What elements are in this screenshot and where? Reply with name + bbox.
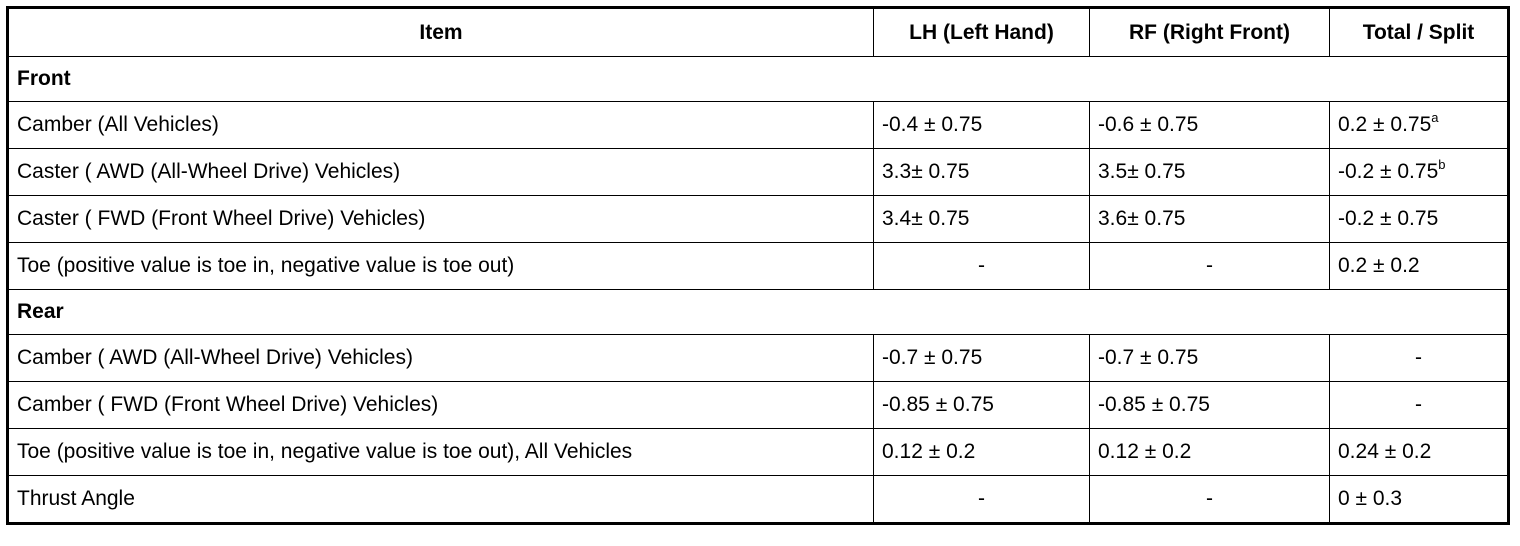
cell-lh	[874, 149, 1090, 196]
cell-total-text: 0.2 ± 0.2	[1338, 254, 1420, 277]
cell-lh-text: -	[978, 254, 985, 277]
header-item: Item	[8, 8, 874, 57]
cell-item-text: Camber (All Vehicles)	[17, 113, 219, 136]
table-row	[8, 196, 1509, 243]
section-row	[8, 290, 1509, 335]
table-row	[8, 382, 1509, 429]
table-row	[8, 102, 1509, 149]
table-body	[8, 57, 1509, 524]
cell-rf	[1090, 382, 1330, 429]
table-row	[8, 335, 1509, 382]
table-row	[8, 149, 1509, 196]
cell-item-text: Camber ( FWD (Front Wheel Drive) Vehicles)	[17, 393, 439, 416]
cell-total-text: -	[1415, 393, 1422, 416]
alignment-spec-table	[6, 6, 1510, 525]
cell-lh	[874, 243, 1090, 290]
cell-item	[8, 196, 874, 243]
cell-item	[8, 382, 874, 429]
cell-lh	[874, 429, 1090, 476]
table-header-row	[8, 8, 1509, 57]
cell-item	[8, 429, 874, 476]
cell-lh	[874, 382, 1090, 429]
cell-lh	[874, 335, 1090, 382]
cell-item	[8, 149, 874, 196]
cell-item	[8, 476, 874, 524]
table-row	[8, 476, 1509, 524]
section-row	[8, 57, 1509, 102]
cell-item-text: Toe (positive value is toe in, negative value is toe out), All Vehicles	[17, 440, 633, 463]
cell-item-text: Toe (positive value is toe in, negative value is toe out)	[17, 254, 515, 277]
table-row	[8, 243, 1509, 290]
section-title: Rear	[8, 290, 1509, 335]
header-lh: LH (Left Hand)	[874, 8, 1090, 57]
cell-total	[1330, 243, 1509, 290]
cell-lh-text: -0.4 ± 0.75	[882, 113, 983, 136]
table-row	[8, 429, 1509, 476]
cell-lh-text: 3.4± 0.75	[882, 207, 970, 230]
cell-total-text: 0.24 ± 0.2	[1338, 440, 1432, 463]
cell-rf-text: 3.6± 0.75	[1098, 207, 1186, 230]
cell-item-text: Camber ( AWD (All-Wheel Drive) Vehicles)	[17, 346, 413, 369]
cell-total	[1330, 102, 1509, 149]
cell-item-text: Caster ( FWD (Front Wheel Drive) Vehicles)	[17, 207, 426, 230]
footnote-marker: b	[1438, 157, 1446, 172]
cell-item	[8, 335, 874, 382]
cell-rf	[1090, 476, 1330, 524]
section-title: Front	[8, 57, 1509, 102]
cell-rf	[1090, 149, 1330, 196]
cell-lh-text: -	[978, 487, 985, 510]
cell-rf	[1090, 196, 1330, 243]
cell-lh-text: -0.7 ± 0.75	[882, 346, 983, 369]
cell-total	[1330, 382, 1509, 429]
cell-rf	[1090, 335, 1330, 382]
cell-total	[1330, 476, 1509, 524]
cell-total	[1330, 196, 1509, 243]
cell-item-text: Caster ( AWD (All-Wheel Drive) Vehicles)	[17, 160, 401, 183]
cell-lh	[874, 476, 1090, 524]
cell-total-text: 0 ± 0.3	[1338, 487, 1403, 510]
cell-total-text: -0.2 ± 0.75	[1338, 207, 1439, 230]
cell-total-text: -	[1415, 346, 1422, 369]
cell-item	[8, 102, 874, 149]
footnote-marker: a	[1431, 110, 1439, 125]
cell-rf-text: -	[1206, 487, 1213, 510]
cell-rf-text: -0.6 ± 0.75	[1098, 113, 1199, 136]
cell-total	[1330, 149, 1509, 196]
header-total: Total / Split	[1330, 8, 1509, 57]
header-rf: RF (Right Front)	[1090, 8, 1330, 57]
cell-rf-text: -0.85 ± 0.75	[1098, 393, 1210, 416]
cell-rf-text: -	[1206, 254, 1213, 277]
cell-lh-text: 0.12 ± 0.2	[882, 440, 976, 463]
cell-rf	[1090, 102, 1330, 149]
cell-rf-text: 0.12 ± 0.2	[1098, 440, 1192, 463]
cell-item-text: Thrust Angle	[17, 487, 135, 510]
cell-rf	[1090, 243, 1330, 290]
cell-total-text: 0.2 ± 0.75	[1338, 113, 1432, 136]
cell-item	[8, 243, 874, 290]
cell-lh	[874, 102, 1090, 149]
cell-rf	[1090, 429, 1330, 476]
cell-total	[1330, 429, 1509, 476]
cell-total	[1330, 335, 1509, 382]
cell-rf-text: -0.7 ± 0.75	[1098, 346, 1199, 369]
cell-rf-text: 3.5± 0.75	[1098, 160, 1186, 183]
cell-lh	[874, 196, 1090, 243]
cell-total-text: -0.2 ± 0.75	[1338, 160, 1439, 183]
cell-lh-text: -0.85 ± 0.75	[882, 393, 994, 416]
cell-lh-text: 3.3± 0.75	[882, 160, 970, 183]
